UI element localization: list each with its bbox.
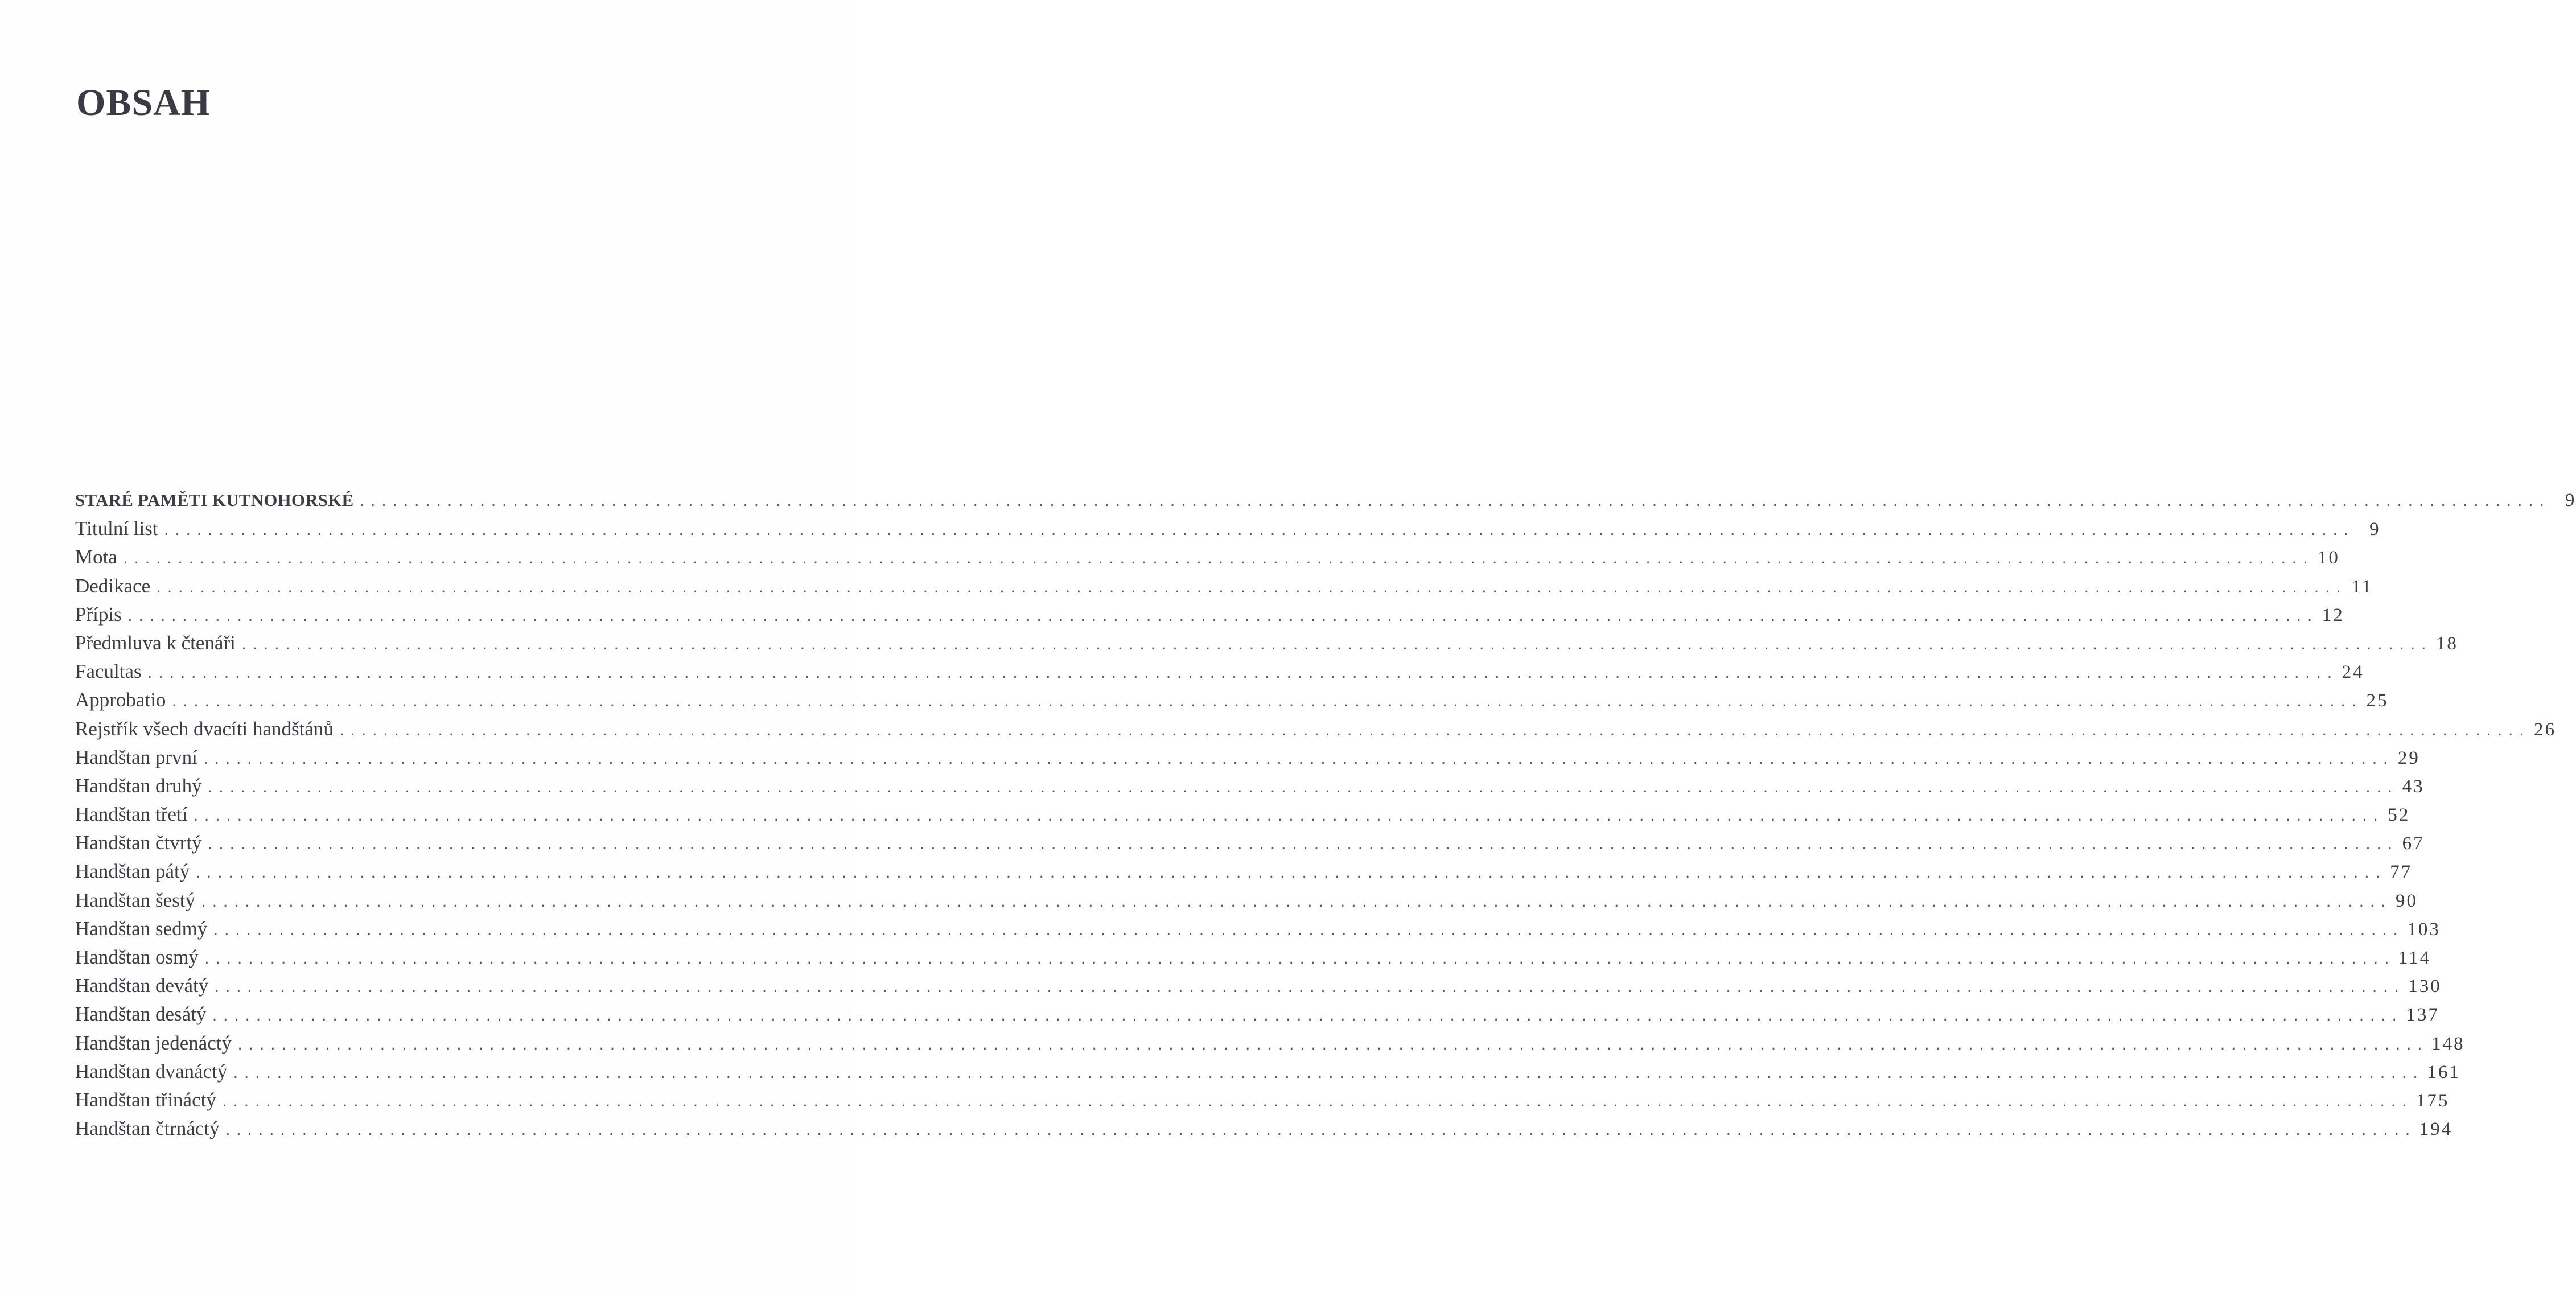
toc-entry bbox=[75, 972, 2442, 1000]
toc-entry-title: Titulní list bbox=[75, 517, 158, 540]
toc-dot-leader: ........................................................................................................................................................................................................ bbox=[126, 610, 2317, 624]
toc-dot-leader: ........................................................................................................................................................................................................ bbox=[146, 667, 2337, 682]
toc-entry bbox=[75, 543, 2340, 571]
toc-entry bbox=[75, 715, 2556, 743]
toc-dot-leader: ........................................................................................................................................................................................................ bbox=[194, 867, 2385, 882]
toc-dot-leader: ........................................................................................................................................................................................................ bbox=[206, 838, 2397, 853]
toc-page-number: 26 bbox=[2533, 719, 2556, 740]
toc-entry bbox=[75, 572, 2373, 600]
toc-page-number: 148 bbox=[2431, 1033, 2465, 1054]
toc-page-number: 175 bbox=[2415, 1090, 2450, 1111]
toc-page-number: 103 bbox=[2407, 919, 2441, 940]
toc-dot-leader: ........................................................................................................................................................................................................ bbox=[170, 696, 2361, 710]
toc-page-number: 43 bbox=[2402, 776, 2425, 797]
toc-entry-title: STARÉ PAMĚTI KUTNOHORSKÉ bbox=[75, 490, 354, 510]
toc-dot-leader: ........................................................................................................................................................................................................ bbox=[206, 781, 2397, 796]
toc-entry bbox=[75, 743, 2420, 772]
toc-dot-leader: ........................................................................................................................................................................................................ bbox=[358, 495, 2549, 509]
toc-page-number: 24 bbox=[2342, 662, 2364, 683]
toc-entry bbox=[75, 1114, 2453, 1143]
toc-page-number: 10 bbox=[2317, 548, 2340, 569]
toc-entry-title: Dedikace bbox=[75, 574, 151, 597]
toc-entry bbox=[75, 686, 2389, 714]
toc-entry bbox=[75, 1086, 2450, 1114]
toc-entry-title: Handštan třetí bbox=[75, 803, 188, 826]
toc-entry-title: Handštan šestý bbox=[75, 888, 195, 911]
toc-entry-title: Handštan čtrnáctý bbox=[75, 1117, 220, 1140]
toc-page-number: 25 bbox=[2366, 690, 2389, 711]
toc-entry-title: Facultas bbox=[75, 660, 142, 683]
toc-entry bbox=[75, 800, 2410, 829]
toc-entry bbox=[75, 629, 2458, 657]
toc-entry bbox=[75, 943, 2431, 972]
toc-page-number: 12 bbox=[2322, 604, 2344, 626]
toc-entry-title: Handštan třináctý bbox=[75, 1088, 216, 1111]
toc-entry bbox=[75, 1029, 2465, 1058]
toc-page-number: 77 bbox=[2390, 862, 2413, 883]
toc-entry-title: Přípis bbox=[75, 603, 122, 626]
toc-page-number: 29 bbox=[2397, 747, 2420, 768]
toc-entry-title: Handštan první bbox=[75, 746, 197, 768]
toc-dot-leader: ........................................................................................................................................................................................................ bbox=[199, 895, 2390, 910]
toc-entry bbox=[75, 600, 2344, 629]
toc-page-number: 137 bbox=[2406, 1005, 2439, 1026]
toc-page-number: 90 bbox=[2395, 890, 2418, 911]
toc-entry bbox=[75, 1000, 2439, 1028]
toc-dot-leader: ........................................................................................................................................................................................................ bbox=[212, 924, 2403, 939]
toc-page-number: 114 bbox=[2398, 948, 2431, 968]
toc-entry bbox=[75, 857, 2413, 886]
toc-page-number: 194 bbox=[2419, 1119, 2453, 1140]
toc-entry-title: Approbatio bbox=[75, 689, 166, 711]
toc-entry bbox=[75, 657, 2364, 686]
toc-page-number: 11 bbox=[2351, 576, 2373, 597]
toc-page-number: 130 bbox=[2408, 976, 2442, 997]
toc-entry-title: Handštan desátý bbox=[75, 1003, 207, 1026]
toc-entry-title: Předmluva k čtenáři bbox=[75, 631, 236, 654]
toc-page-number: 67 bbox=[2402, 833, 2425, 854]
toc-dot-leader: ........................................................................................................................................................................................................ bbox=[236, 1038, 2427, 1053]
toc-entry-title: Handštan devátý bbox=[75, 974, 209, 997]
toc-dot-leader: ........................................................................................................................................................................................................ bbox=[240, 638, 2431, 653]
toc-entry-title: Handštan sedmý bbox=[75, 917, 208, 940]
toc-entry-title: Rejstřík všech dvacíti handštánů bbox=[75, 717, 334, 740]
toc-dot-leader: ........................................................................................................................................................................................................ bbox=[232, 1067, 2423, 1081]
toc-dot-leader: ........................................................................................................................................................................................................ bbox=[162, 524, 2353, 539]
toc-entry-title: Handštan dvanáctý bbox=[75, 1060, 228, 1083]
table-of-contents bbox=[75, 486, 2576, 1143]
toc-page-number: 52 bbox=[2388, 805, 2410, 826]
toc-dot-leader: ........................................................................................................................................................................................................ bbox=[224, 1124, 2415, 1139]
toc-entry-title: Handštan jedenáctý bbox=[75, 1031, 232, 1054]
toc-dot-leader: ........................................................................................................................................................................................................ bbox=[155, 581, 2346, 596]
toc-dot-leader: ........................................................................................................................................................................................................ bbox=[192, 810, 2383, 825]
toc-entry-title: Handštan pátý bbox=[75, 860, 190, 883]
toc-entry bbox=[75, 915, 2441, 943]
page-title: OBSAH bbox=[76, 82, 211, 124]
toc-entry bbox=[75, 772, 2425, 800]
toc-dot-leader: ........................................................................................................................................................................................................ bbox=[338, 724, 2529, 739]
toc-page-number: 161 bbox=[2427, 1061, 2460, 1083]
toc-entry bbox=[75, 1058, 2460, 1086]
toc-entry-title: Handštan čtvrtý bbox=[75, 832, 202, 854]
toc-dot-leader: ........................................................................................................................................................................................................ bbox=[220, 1095, 2412, 1110]
toc-page-number: 18 bbox=[2435, 633, 2458, 654]
toc-entry-title: Handštan druhý bbox=[75, 774, 202, 797]
toc-dot-leader: ........................................................................................................................................................................................................ bbox=[213, 981, 2404, 996]
toc-entry bbox=[75, 486, 2576, 515]
toc-entry-title: Handštan osmý bbox=[75, 946, 199, 968]
toc-entry bbox=[75, 886, 2418, 915]
toc-dot-leader: ........................................................................................................................................................................................................ bbox=[121, 553, 2312, 567]
toc-dot-leader: ........................................................................................................................................................................................................ bbox=[201, 752, 2393, 767]
toc-page-number: 9 bbox=[2369, 519, 2381, 540]
toc-entry bbox=[75, 829, 2425, 857]
toc-page-number: 9 bbox=[2565, 490, 2576, 511]
toc-dot-leader: ........................................................................................................................................................................................................ bbox=[211, 1010, 2402, 1024]
toc-dot-leader: ........................................................................................................................................................................................................ bbox=[203, 953, 2394, 967]
toc-entry-title: Mota bbox=[75, 546, 117, 569]
toc-entry bbox=[75, 515, 2381, 543]
